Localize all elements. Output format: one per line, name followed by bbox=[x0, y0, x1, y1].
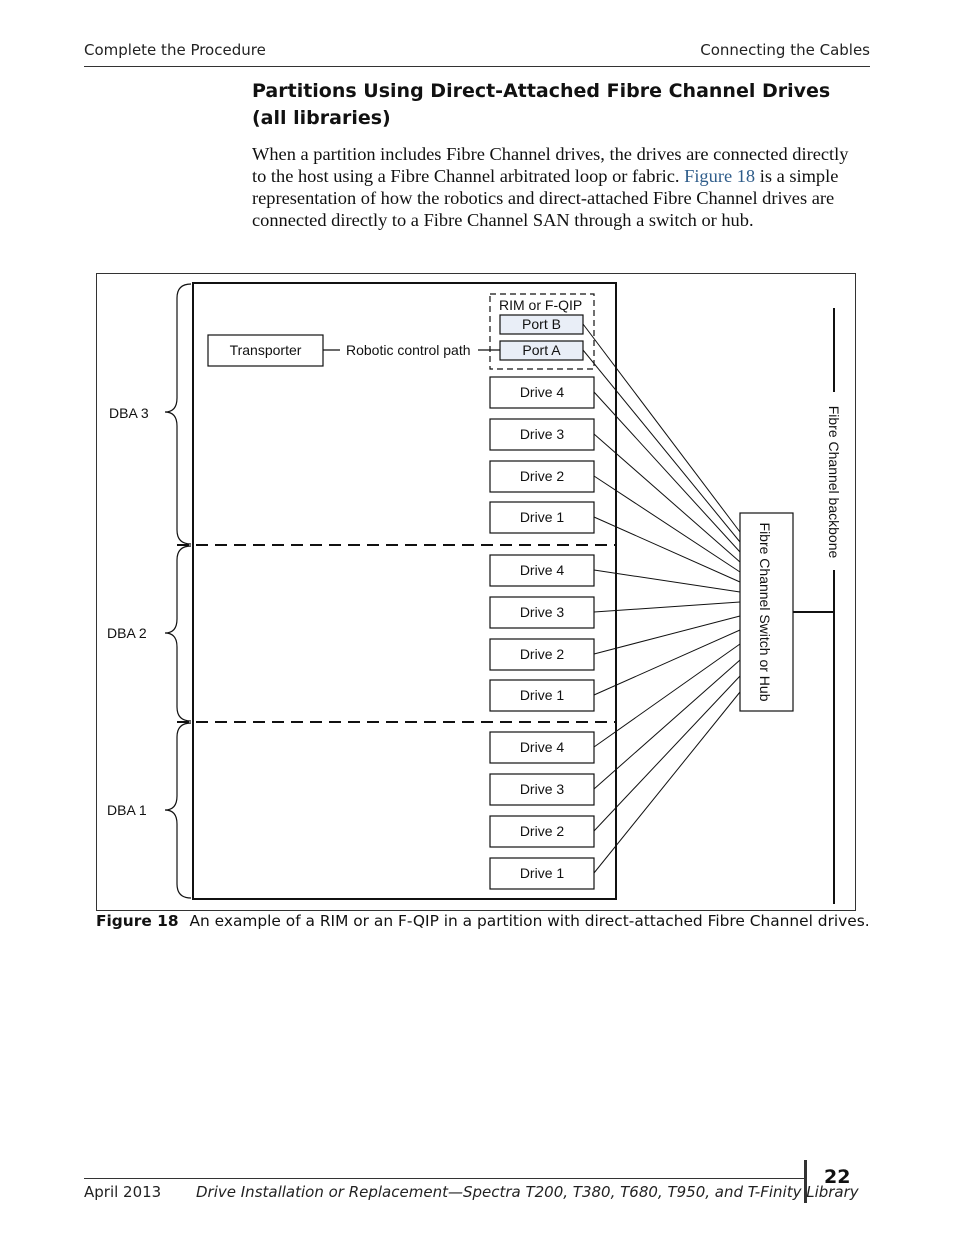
transporter-label: Transporter bbox=[229, 342, 302, 358]
library-frame bbox=[193, 283, 616, 899]
caption-label: Figure 18 bbox=[96, 912, 179, 930]
dba1-drive3-label: Drive 3 bbox=[519, 781, 565, 797]
dba3-drive3-label: Drive 3 bbox=[519, 426, 565, 442]
header-rule bbox=[84, 66, 870, 67]
paragraph-text-2: is a simple representation of how the robotics and direct-attached Fibre Channel drives are connected directly to a Fibre Channel SAN through a switch or hub. bbox=[252, 166, 839, 230]
dba3-drive2-label: Drive 2 bbox=[519, 468, 565, 484]
rim-label: RIM or F-QIP bbox=[499, 297, 583, 313]
footer-date: April 2013 bbox=[84, 1183, 162, 1201]
section-title: Partitions Using Direct-Attached Fibre Channel Drives (all libraries) bbox=[252, 80, 831, 129]
dba3-brace bbox=[165, 284, 191, 544]
running-header-left: Complete the Procedure bbox=[84, 41, 266, 59]
dba1-label: DBA 1 bbox=[107, 802, 147, 818]
body-paragraph bbox=[252, 143, 862, 231]
dba1-drive2-label: Drive 2 bbox=[519, 823, 565, 839]
dba2-brace bbox=[165, 546, 191, 721]
figure-18-link[interactable]: Figure 18 bbox=[684, 166, 756, 186]
backbone-label: Fibre Channel backbone bbox=[826, 405, 842, 559]
port-a-label: Port A bbox=[522, 342, 561, 358]
fc-switch-label: Fibre Channel Switch or Hub bbox=[757, 522, 773, 702]
fibre-connection-lines bbox=[583, 324, 740, 873]
caption-text: An example of a RIM or an F-QIP in a partition with direct-attached Fibre Channel drives. bbox=[189, 912, 870, 930]
dba3-drive4-label: Drive 4 bbox=[519, 384, 565, 400]
dba2-label: DBA 2 bbox=[107, 625, 147, 641]
figure-18 bbox=[96, 273, 856, 911]
dba1-brace bbox=[165, 723, 191, 898]
dba3-label: DBA 3 bbox=[109, 405, 149, 421]
dba2-drive2-label: Drive 2 bbox=[519, 646, 565, 662]
figure-caption bbox=[96, 912, 870, 930]
dba1-drive4-label: Drive 4 bbox=[519, 739, 565, 755]
dba1-drive1-label: Drive 1 bbox=[519, 865, 565, 881]
footer-doc-title: Drive Installation or Replacement—Spectra T200, T380, T680, T950, and T-Finity Library bbox=[196, 1183, 859, 1201]
robotic-path-label: Robotic control path bbox=[346, 342, 471, 358]
page-number: 22 bbox=[824, 1166, 851, 1188]
dba2-drive1-label: Drive 1 bbox=[519, 687, 565, 703]
paragraph-text-1: When a partition includes Fibre Channel drives, the drives are connected directly to the host using a Fibre Channel arbitrated loop or fabric. bbox=[252, 144, 849, 186]
dba2-drive4-label: Drive 4 bbox=[519, 562, 565, 578]
port-b-label: Port B bbox=[522, 316, 561, 332]
footer-rule bbox=[84, 1178, 804, 1179]
dba2-drive3-label: Drive 3 bbox=[519, 604, 565, 620]
dba3-drive1-label: Drive 1 bbox=[519, 509, 565, 525]
running-header-right: Connecting the Cables bbox=[700, 41, 870, 59]
